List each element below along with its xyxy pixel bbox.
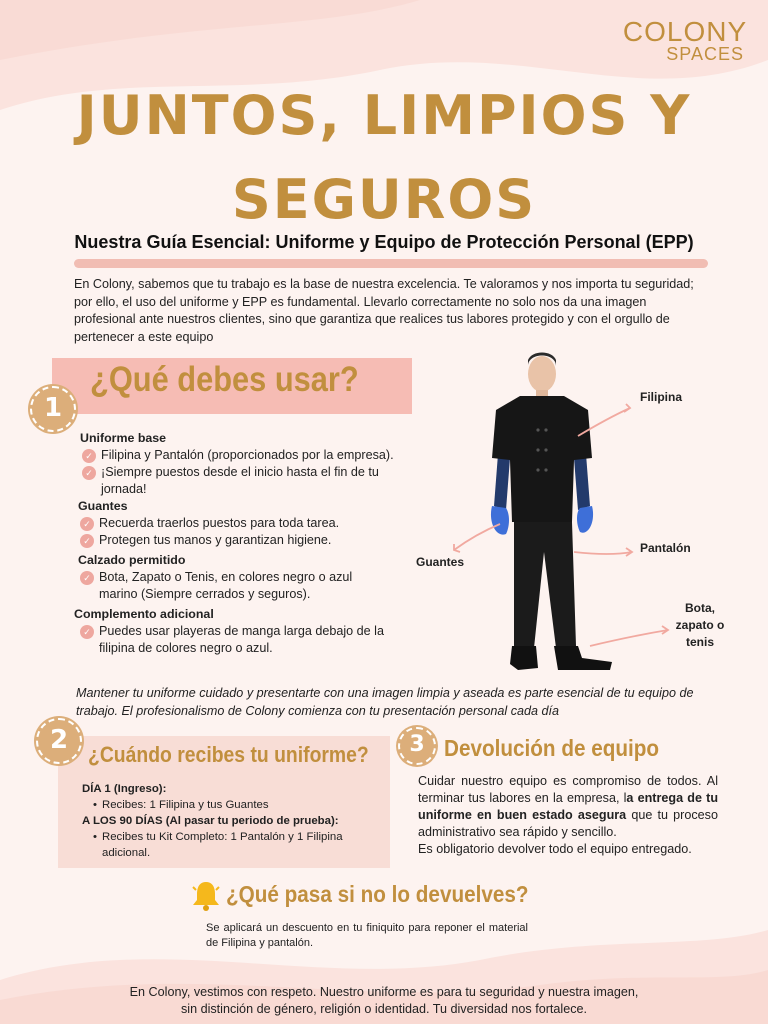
list-item: • Recibes: 1 Filipina y tus Guantes — [93, 799, 269, 811]
group-heading: Uniforme base — [80, 431, 167, 445]
title-line-1: JUNTOS, LIMPIOS Y — [76, 84, 692, 147]
label-bota: Bota, zapato o tenis — [675, 601, 725, 649]
section3-number-badge: 3 — [398, 727, 436, 765]
figure-right-sleeve — [574, 454, 590, 510]
list-item: ✓ Bota, Zapato o Tenis, en colores negro o azul marino (Siempre cerrados y seguros). — [80, 569, 394, 603]
section2-content — [82, 781, 382, 861]
arrow-pantalon — [574, 552, 632, 554]
arrow-guantes — [454, 524, 500, 550]
uniform-list — [74, 430, 394, 657]
figure-right-shoe — [554, 646, 612, 670]
figure-pants — [514, 522, 576, 648]
day1-heading: DÍA 1 (Ingreso): — [82, 783, 167, 795]
title-line-2: SEGUROS — [231, 168, 537, 231]
list-item: ✓ Protegen tus manos y garantizan higiene. — [80, 532, 394, 549]
section2-number-badge: 2 — [36, 718, 82, 764]
list-item: ✓ ¡Siempre puestos desde el inicio hasta el fin de tu jornada! — [82, 464, 394, 498]
brand-subname: SPACES — [666, 44, 744, 64]
list-item: ✓ Filipina y Pantalón (proporcionados por la empresa). — [82, 447, 394, 464]
check-circle-icon: ✓ — [82, 466, 96, 480]
figure-left-glove — [491, 506, 509, 535]
section3-obligation: Es obligatorio devolver todo el equipo entregado. — [418, 842, 692, 856]
subtitle: Nuestra Guía Esencial: Uniforme y Equipo de Protección Personal (EPP) — [74, 232, 694, 252]
brand-name: COLONY — [622, 16, 748, 47]
section4-title: ¿Qué pasa si no lo devuelves? — [226, 881, 529, 907]
list-item: • Recibes tu Kit Completo: 1 Pantalón y 1 Filipina adicional. — [93, 831, 343, 859]
section2-title: ¿Cuándo recibes tu uniforme? — [88, 742, 369, 767]
figure-left-sleeve — [494, 454, 510, 510]
bell-icon — [190, 878, 222, 912]
label-guantes: Guantes — [416, 555, 465, 569]
arrow-bota — [590, 630, 668, 646]
note-paragraph: Mantener tu uniforme cuidado y presentarte con una imagen limpia y aseada es parte esencial de tu equipo de trabajo. El profesionalismo de Colony comienza con tu presentación personal cada día — [76, 686, 694, 718]
group-heading: Complemento adicional — [74, 607, 214, 621]
section4-content: Se aplicará un descuento en tu finiquito para reponer el material de Filipina y pantalón. — [206, 922, 528, 949]
label-pantalon: Pantalón — [640, 541, 691, 555]
check-circle-icon: ✓ — [80, 571, 94, 585]
check-circle-icon: ✓ — [82, 449, 96, 463]
figure-right-glove — [577, 506, 593, 533]
group-heading: Calzado permitido — [78, 553, 186, 567]
label-filipina: Filipina — [640, 390, 682, 404]
section1-number-badge: 1 — [30, 386, 76, 432]
list-item: ✓ Puedes usar playeras de manga larga debajo de la filipina de colores negro o azul. — [80, 623, 394, 657]
page-title — [40, 74, 728, 242]
group-heading: Guantes — [78, 499, 128, 513]
section3-content: Cuidar nuestro equipo es compromiso de todos. Al terminar tus labores en la empresa, la entrega de tu uniforme en buen estado asegura que tu proceso administrativo sea rápido y sencillo. Es obligatorio devolver todo el equipo entregado. — [418, 774, 719, 856]
check-circle-icon: ✓ — [80, 517, 94, 531]
check-circle-icon: ✓ — [80, 625, 94, 639]
day90-heading: A LOS 90 DÍAS (Al pasar tu periodo de prueba): — [82, 815, 339, 827]
footer-line-2: sin distinción de género, religión o identidad. Tu diversidad nos fortalece. — [180, 1002, 588, 1016]
section3-title: Devolución de equipo — [444, 735, 660, 761]
figure-jacket — [492, 396, 592, 522]
footer-message — [84, 984, 684, 1018]
divider-bar — [74, 259, 708, 268]
figure-left-shoe — [510, 646, 538, 670]
footer-line-1: En Colony, vestimos con respeto. Nuestro uniforme es para tu seguridad y nuestra imagen, — [129, 985, 639, 999]
intro-paragraph: En Colony, sabemos que tu trabajo es la base de nuestra excelencia. Te valoramos y nos importa tu seguridad; por ello, el uso del uniforme y EPP es fundamental. Llevarlo correctamente no solo nos da una imagen profesional ante nuestros clientes, sino que garantiza que realices tus labores protegido y con el orgullo de pertenecer a este equipo — [74, 277, 694, 344]
list-item: ✓ Recuerda traerlos puestos para toda tarea. — [80, 515, 394, 532]
check-circle-icon: ✓ — [80, 534, 94, 548]
section1-title: ¿Qué debes usar? — [90, 360, 359, 399]
figure-head — [528, 356, 556, 392]
